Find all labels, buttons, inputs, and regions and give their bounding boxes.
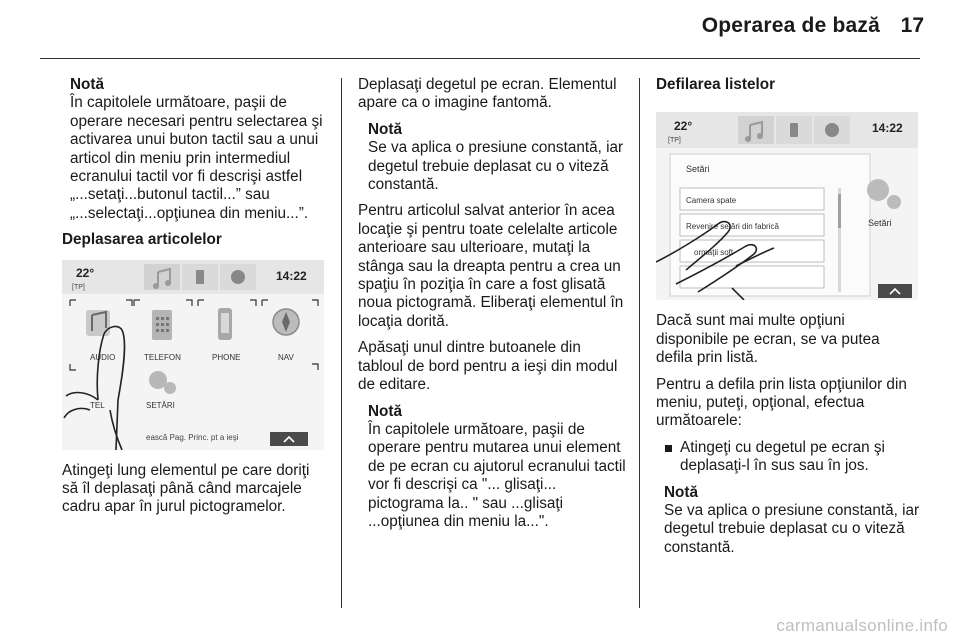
section-heading: Defilarea listelor [656, 76, 776, 93]
list-item-label: ormaţii soft [694, 248, 734, 258]
caption-text: Atingeţi lung elementul pe care doriţi să îl deplasaţi până când marcajele cadru apar în jurul pictogramelor. [62, 461, 310, 516]
status-temp: 22° [76, 265, 95, 280]
paragraph-2: Pentru a defila prin lista opţiunilor din meniu, puteţi, opţional, efectua următoarele: [656, 375, 907, 430]
page-header-title: Operarea de bază [701, 14, 880, 37]
note-label: Notă [368, 120, 402, 138]
list-item-label: Camera spate [686, 196, 737, 206]
note-text: În capitolele următoare, paşii de operare pentru mutarea unui element de pe ecran cu ajutorul ecranului tactil vor fi descrişi ca "... glisaţi... pictograma la.. " sau ...glisaţi ...opţiunea din meniu la...". [368, 420, 626, 530]
app-label-nav: NAV [278, 352, 294, 362]
column-1 [62, 76, 326, 525]
home-screen-illustration [62, 260, 324, 450]
note-block-1 [358, 121, 626, 195]
section-heading: Deplasarea articolelor [62, 231, 222, 249]
column-2 [358, 76, 626, 539]
side-label-setari: Setări [868, 218, 892, 229]
column-divider-2 [639, 78, 640, 608]
nav-small-icon [825, 123, 839, 137]
bullet-square-icon [665, 445, 672, 452]
phone-small-icon [196, 270, 204, 284]
note-label: Notă [70, 76, 104, 93]
note-text: Se va aplica o presiune constantă, iar degetul trebuie deplasat cu o viteză constantă. [368, 139, 624, 194]
note-label: Notă [368, 402, 402, 420]
note-text: În capitolele următoare, paşii de operare necesari pentru selectarea şi activarea unui buton tactil sau a unui articol din meniu prin intermediul ecranului tactil vor fi descrişi astfel „...setaţi...butonul tactil...” sau „...selectaţi...opţiunea din meniu...”. [70, 94, 323, 222]
app-label-phone: PHONE [212, 352, 241, 362]
paragraph-2: Pentru articolul salvat anterior în acea locaţie şi pentru toate celelalte articole anterioare sau ulterioare, mutaţi la stânga sau la dreapta pentru a crea un spaţiu în poziţia în care a fost glisată noua pictogramă. Eliberaţi elementul în locaţia dorită. [358, 202, 624, 330]
app-label-setari: SETĂRI [146, 400, 175, 410]
list-item-label: Revenire setări din fabrică [686, 222, 779, 232]
paragraph-1: Deplasaţi degetul pe ecran. Elementul apare ca o imagine fantomă. [358, 76, 617, 112]
app-label-audio: AUDIO [90, 352, 116, 362]
app-label-telefon: TELEFON [144, 352, 181, 362]
note-block [656, 484, 920, 558]
phone-small-icon [790, 123, 798, 137]
note-block [62, 76, 326, 223]
header-divider [40, 58, 920, 59]
note-block-2 [358, 403, 626, 532]
column-divider-1 [341, 78, 342, 608]
status-time: 14:22 [276, 268, 307, 283]
status-tp: [TP] [668, 137, 681, 145]
status-temp: 22° [674, 119, 693, 134]
note-label: Notă [664, 483, 698, 501]
column-3 [656, 76, 920, 565]
bullet-text: Atingeţi cu degetul pe ecran şi deplasaţi-l în sus sau în jos. [680, 438, 885, 475]
app-label-tel: TEL [90, 400, 105, 410]
screen-bottom-text: ească Pag. Princ. pt a ieşi [146, 432, 239, 442]
menu-title: Setări [686, 164, 710, 175]
scroll-up-button [878, 284, 912, 298]
paragraph-3: Apăsaţi unul dintre butoanele din tabloul de bord pentru a ieşi din modul de editare. [358, 339, 618, 394]
page-number: 17 [900, 14, 924, 37]
nav-small-icon [231, 270, 245, 284]
watermark-text: carmanualsonline.info [776, 616, 948, 635]
paragraph-1: Dacă sunt mai multe opţiuni disponibile pe ecran, se va putea defila prin listă. [656, 312, 880, 367]
bullet-item [656, 439, 920, 476]
status-time: 14:22 [872, 121, 903, 136]
list-screen-illustration [656, 112, 918, 300]
home-up-button [270, 432, 308, 446]
note-text: Se va aplica o presiune constantă, iar degetul trebuie deplasat cu o viteză constantă. [664, 502, 920, 556]
status-tp: [TP] [72, 283, 85, 291]
